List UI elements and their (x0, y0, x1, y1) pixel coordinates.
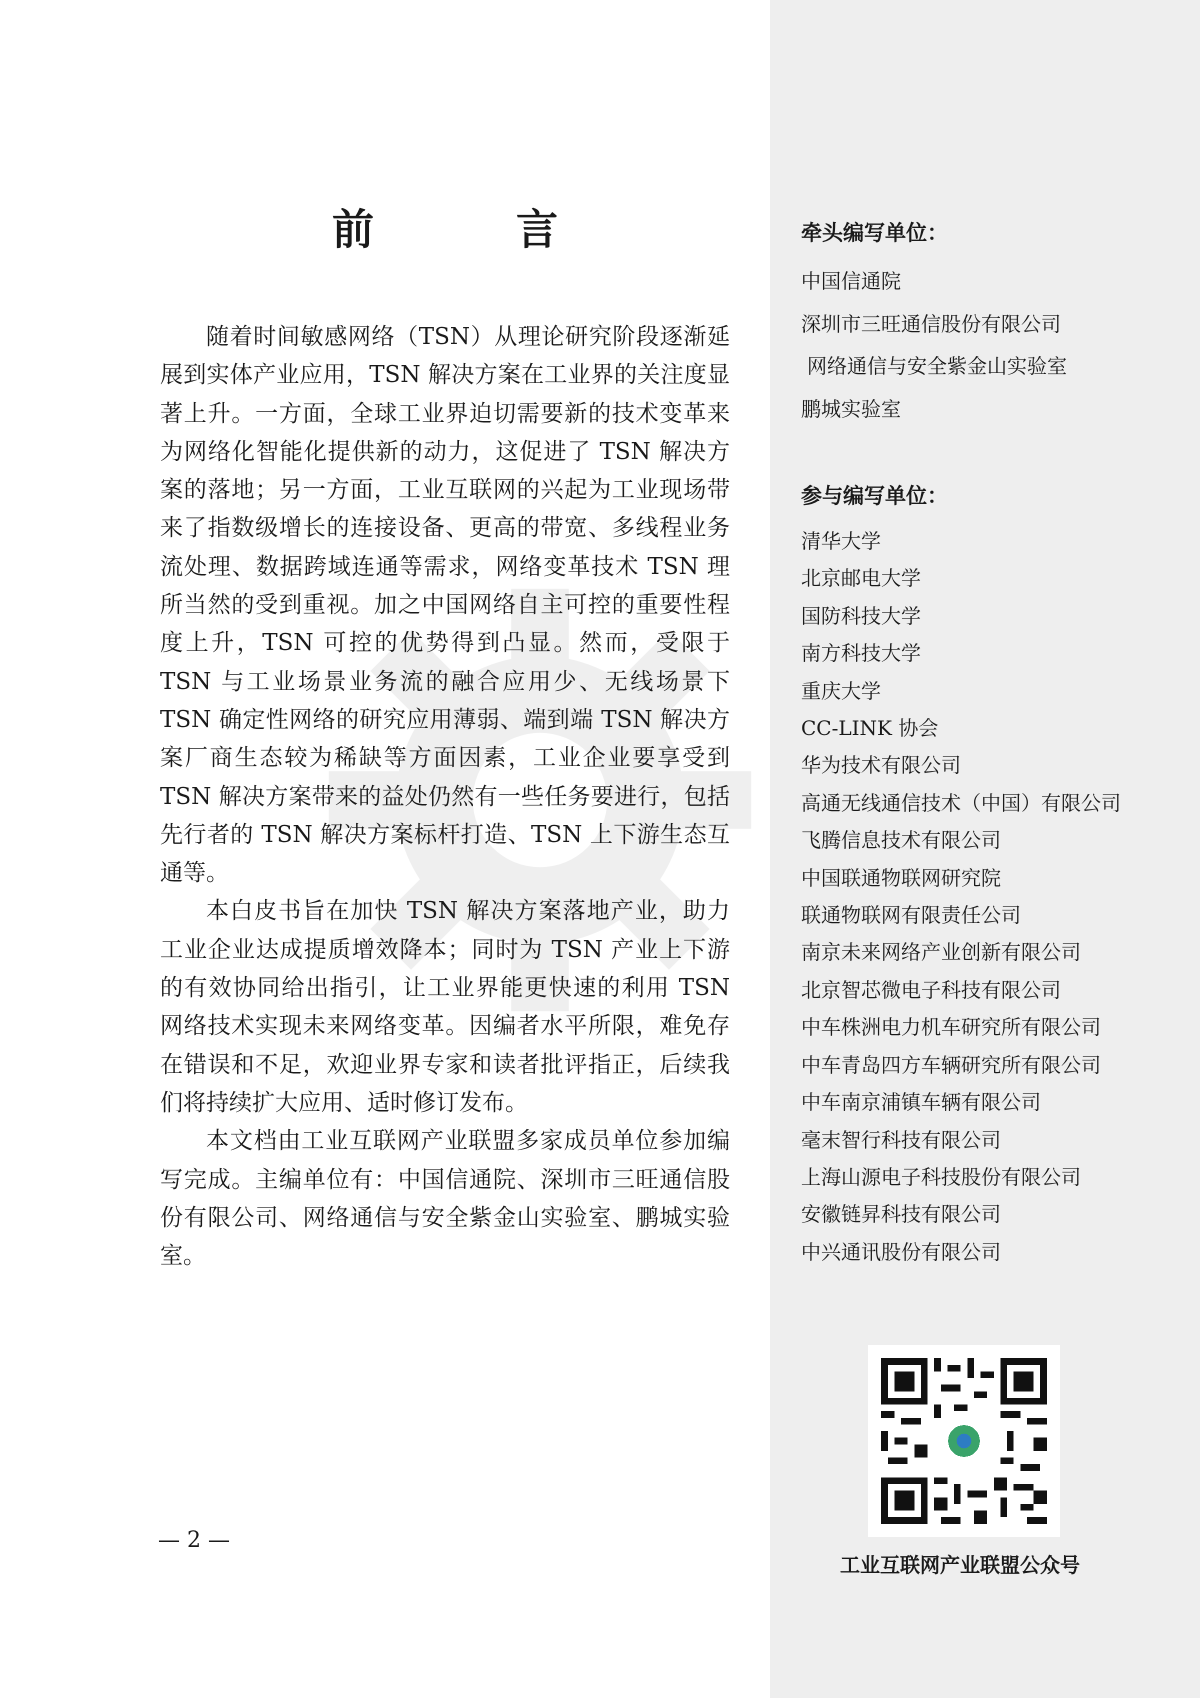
participant-unit-item: 上海山源电子科技股份有限公司 (801, 1164, 1081, 1189)
participant-unit-item: 中国联通物联网研究院 (801, 865, 1001, 890)
lead-units-heading: 牵头编写单位： (801, 221, 948, 245)
lead-units-list (801, 260, 1181, 430)
preface-body (160, 318, 730, 1275)
participant-unit-item: 飞腾信息技术有限公司 (801, 828, 1001, 853)
participant-unit-item: 中车南京浦镇车辆有限公司 (801, 1090, 1041, 1115)
preface-paragraph: 本白皮书旨在加快 TSN 解决方案落地产业，助力工业企业达成提质增效降本；同时为 TSN 产业上下游的有效协同给出指引，让工业界能更快速的利用 TSN 网络技术实现未来网络变革。因编者水平所限，难免存在错误和不足，欢迎业界专家和读者批评指正，后续我们将持续扩大应用、适时修订发布。 (160, 898, 730, 1116)
participant-units-heading: 参与编写单位： (801, 484, 948, 508)
participant-units-section (801, 481, 1181, 1271)
lead-unit-item: 鹏城实验室 (801, 396, 901, 421)
participant-unit-item: 安徽链昇科技有限公司 (801, 1202, 1001, 1227)
participant-unit-item: 高通无线通信技术（中国）有限公司 (801, 790, 1121, 815)
participant-unit-item: 清华大学 (801, 529, 881, 553)
lead-unit-item: 中国信通院 (801, 269, 901, 293)
participant-unit-item: CC-LINK 协会 (801, 716, 939, 741)
page-title: 前 言 (331, 205, 608, 254)
participant-unit-item: 国防科技大学 (801, 603, 921, 628)
qr-code-icon (868, 1345, 1060, 1537)
preface-paragraph: 随着时间敏感网络（TSN）从理论研究阶段逐渐延展到实体产业应用，TSN 解决方案在工业界的关注度显著上升。一方面，全球工业界迫切需要新的技术变革来为网络化智能化提供新的动力，这促进了 TSN 解决方案的落地；另一方面，工业互联网的兴起为工业现场带来了指数级增长的连接设备、更高的带宽、多线程业务流处理、数据跨域连通等需求，网络变革技术 TSN 理所当然的受到重视。加之中国网络自主可控的重要性程度上升，TSN 可控的优势得到凸显。然而，受限于 TSN 与工业场景业务流的融合应用少、无线场景下 TSN 确定性网络的研究应用薄弱、端到端 TSN 解决方案厂商生态较为稀缺等方面因素，工业企业要享受到 TSN 解决方案带来的益处仍然有一些任务要进行，包括先行者的 TSN 解决方案标杆打造、TSN 上下游生态互通等。 (160, 324, 730, 887)
participant-unit-item: 南京未来网络产业创新有限公司 (801, 940, 1081, 965)
participant-units-list (801, 523, 1181, 1271)
participant-unit-item: 联通物联网有限责任公司 (801, 903, 1021, 928)
participant-unit-item: 中兴通讯股份有限公司 (801, 1239, 1001, 1264)
lead-units-section (801, 218, 1181, 430)
participant-unit-item: 北京邮电大学 (801, 566, 921, 591)
participant-unit-item: 华为技术有限公司 (801, 753, 961, 778)
participant-unit-item: 重庆大学 (801, 678, 881, 703)
participant-unit-item: 中车青岛四方车辆研究所有限公司 (801, 1052, 1101, 1077)
participant-unit-item: 毫末智行科技有限公司 (801, 1127, 1001, 1152)
qr-caption: 工业互联网产业联盟公众号 (840, 1553, 1080, 1577)
participant-unit-item: 中车株洲电力机车研究所有限公司 (801, 1015, 1101, 1040)
preface-paragraph: 本文档由工业互联网产业联盟多家成员单位参加编写完成。主编单位有：中国信通院、深圳市三旺通信股份有限公司、网络通信与安全紫金山实验室、鹏城实验室。 (160, 1128, 730, 1270)
participant-unit-item: 北京智芯微电子科技有限公司 (801, 977, 1061, 1002)
lead-unit-item: 网络通信与安全紫金山实验室 (807, 354, 1067, 378)
participant-unit-item: 南方科技大学 (801, 641, 921, 666)
page-number: — 2 — (158, 1528, 230, 1553)
lead-unit-item: 深圳市三旺通信股份有限公司 (801, 311, 1061, 336)
